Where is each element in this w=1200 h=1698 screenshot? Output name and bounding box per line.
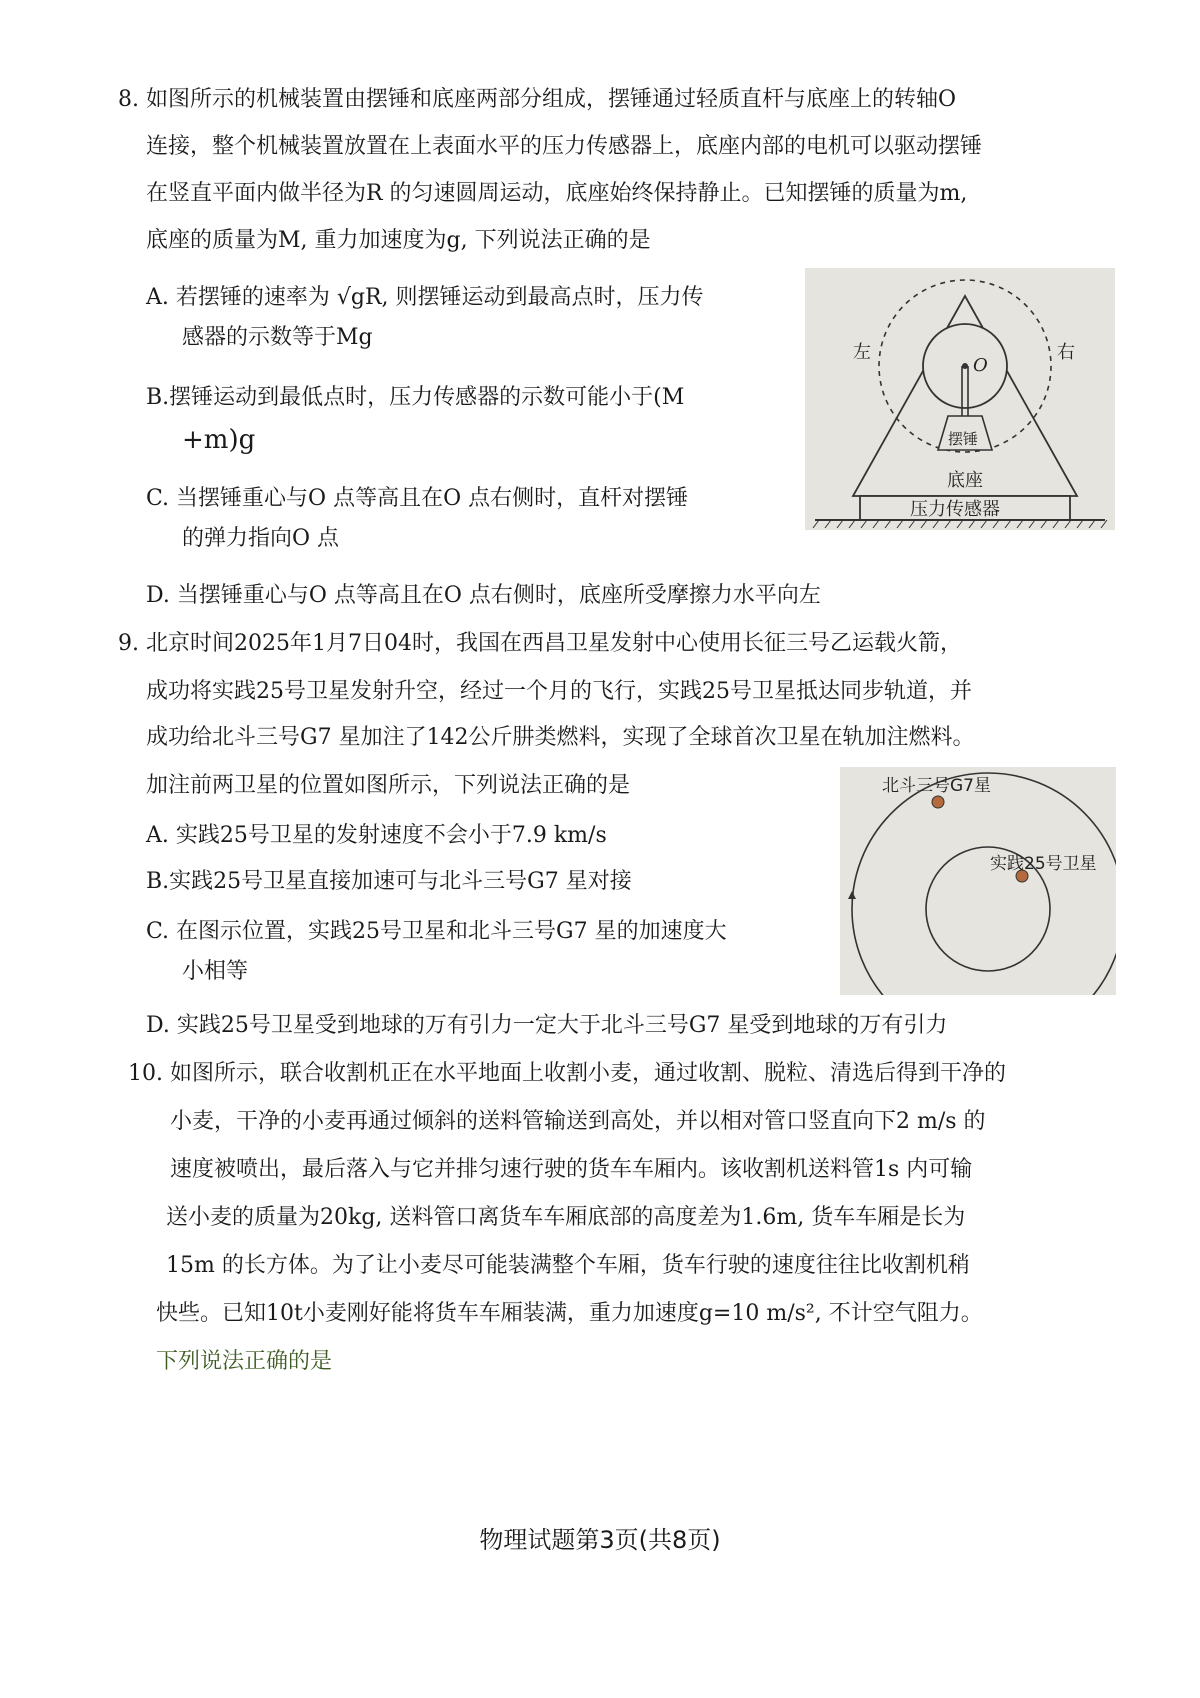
outer-orbit bbox=[852, 773, 1116, 995]
q9-option-b: B.实践25号卫星直接加速可与北斗三号G7 星对接 bbox=[146, 869, 632, 894]
pendulum-figure bbox=[805, 268, 1115, 530]
q10-stem-line-6: 快些。已知10t小麦刚好能将货车车厢装满，重力加速度g=10 m/s², 不计空气阻力。 bbox=[156, 1301, 983, 1326]
q8-option-b: B.摆锤运动到最低点时，压力传感器的示数可能小于(M bbox=[146, 385, 685, 410]
q9-stem-line-3: 成功给北斗三号G7 星加注了142公斤肼类燃料，实现了全球首次卫星在轨加注燃料。 bbox=[146, 725, 975, 750]
q9-option-d: D. 实践25号卫星受到地球的万有引力一定大于北斗三号G7 星受到地球的万有引力 bbox=[146, 1013, 948, 1038]
q8-stem-line-4: 底座的质量为M, 重力加速度为g, 下列说法正确的是 bbox=[146, 228, 651, 253]
label-right: 右 bbox=[1057, 342, 1075, 363]
q8-stem-line-1: 8. 如图所示的机械装置由摆锤和底座两部分组成，摆锤通过轻质直杆与底座上的转轴O bbox=[118, 87, 957, 112]
orbit-figure bbox=[840, 767, 1116, 995]
label-beidou: 北斗三号G7星 bbox=[882, 776, 991, 796]
q10-stem-line-5: 15m 的长方体。为了让小麦尽可能装满整个车厢，货车行驶的速度往往比收割机稍 bbox=[166, 1253, 970, 1278]
orbit-direction-arrow bbox=[848, 891, 856, 899]
q9-option-c: C. 在图示位置，实践25号卫星和北斗三号G7 星的加速度大 bbox=[146, 919, 727, 944]
q9-option-a: A. 实践25号卫星的发射速度不会小于7.9 km/s bbox=[146, 823, 607, 848]
q10-stem-line-3: 速度被喷出，最后落入与它并排匀速行驶的货车车厢内。该收割机送料管1s 内可输 bbox=[170, 1157, 973, 1182]
q9-option-c-cont: 小相等 bbox=[182, 959, 249, 984]
label-o: O bbox=[973, 355, 988, 376]
q8-option-a-cont: 感器的示数等于Mg bbox=[182, 325, 373, 350]
label-shijian: 实践25号卫星 bbox=[990, 854, 1097, 874]
q10-stem-line-4: 送小麦的质量为20kg, 送料管口离货车车厢底部的高度差为1.6m, 货车车厢是长为 bbox=[166, 1205, 966, 1230]
beidou-satellite bbox=[932, 796, 944, 808]
q8-stem-line-3: 在竖直平面内做半径为R 的匀速圆周运动，底座始终保持静止。已知摆锤的质量为m, bbox=[146, 181, 968, 206]
q8-option-d: D. 当摆锤重心与O 点等高且在O 点右侧时，底座所受摩擦力水平向左 bbox=[146, 583, 821, 608]
q10-stem-line-7: 下列说法正确的是 bbox=[156, 1349, 333, 1374]
q10-stem-line-2: 小麦，干净的小麦再通过倾斜的送料管输送到高处，并以相对管口竖直向下2 m/s 的 bbox=[170, 1109, 986, 1134]
q8-stem-line-2: 连接，整个机械装置放置在上表面水平的压力传感器上，底座内部的电机可以驱动摆锤 bbox=[146, 134, 983, 159]
label-left: 左 bbox=[853, 342, 871, 363]
page-footer: 物理试题第3页(共8页) bbox=[479, 1526, 721, 1554]
ground-hatch bbox=[813, 520, 1107, 528]
q8-option-c: C. 当摆锤重心与O 点等高且在O 点右侧时，直杆对摆锤 bbox=[146, 486, 689, 511]
pivot-point bbox=[962, 363, 968, 369]
q10-stem-line-1: 10. 如图所示，联合收割机正在水平地面上收割小麦，通过收割、脱粒、清选后得到干净的 bbox=[128, 1061, 1006, 1086]
q9-stem-line-1: 9. 北京时间2025年1月7日04时，我国在西昌卫星发射中心使用长征三号乙运载火箭， bbox=[118, 631, 962, 656]
label-pendulum: 摆锤 bbox=[948, 430, 979, 448]
q9-stem-line-4: 加注前两卫星的位置如图所示，下列说法正确的是 bbox=[146, 773, 631, 798]
q9-stem-line-2: 成功将实践25号卫星发射升空，经过一个月的飞行，实践25号卫星抵达同步轨道，并 bbox=[146, 679, 972, 704]
q8-option-c-cont: 的弹力指向O 点 bbox=[182, 526, 340, 551]
q8-option-b-cont: +m)g bbox=[182, 425, 256, 455]
label-sensor: 压力传感器 bbox=[910, 499, 1000, 520]
q8-option-a: A. 若摆锤的速率为 √gR, 则摆锤运动到最高点时，压力传 bbox=[146, 285, 704, 310]
label-base: 底座 bbox=[947, 470, 983, 491]
